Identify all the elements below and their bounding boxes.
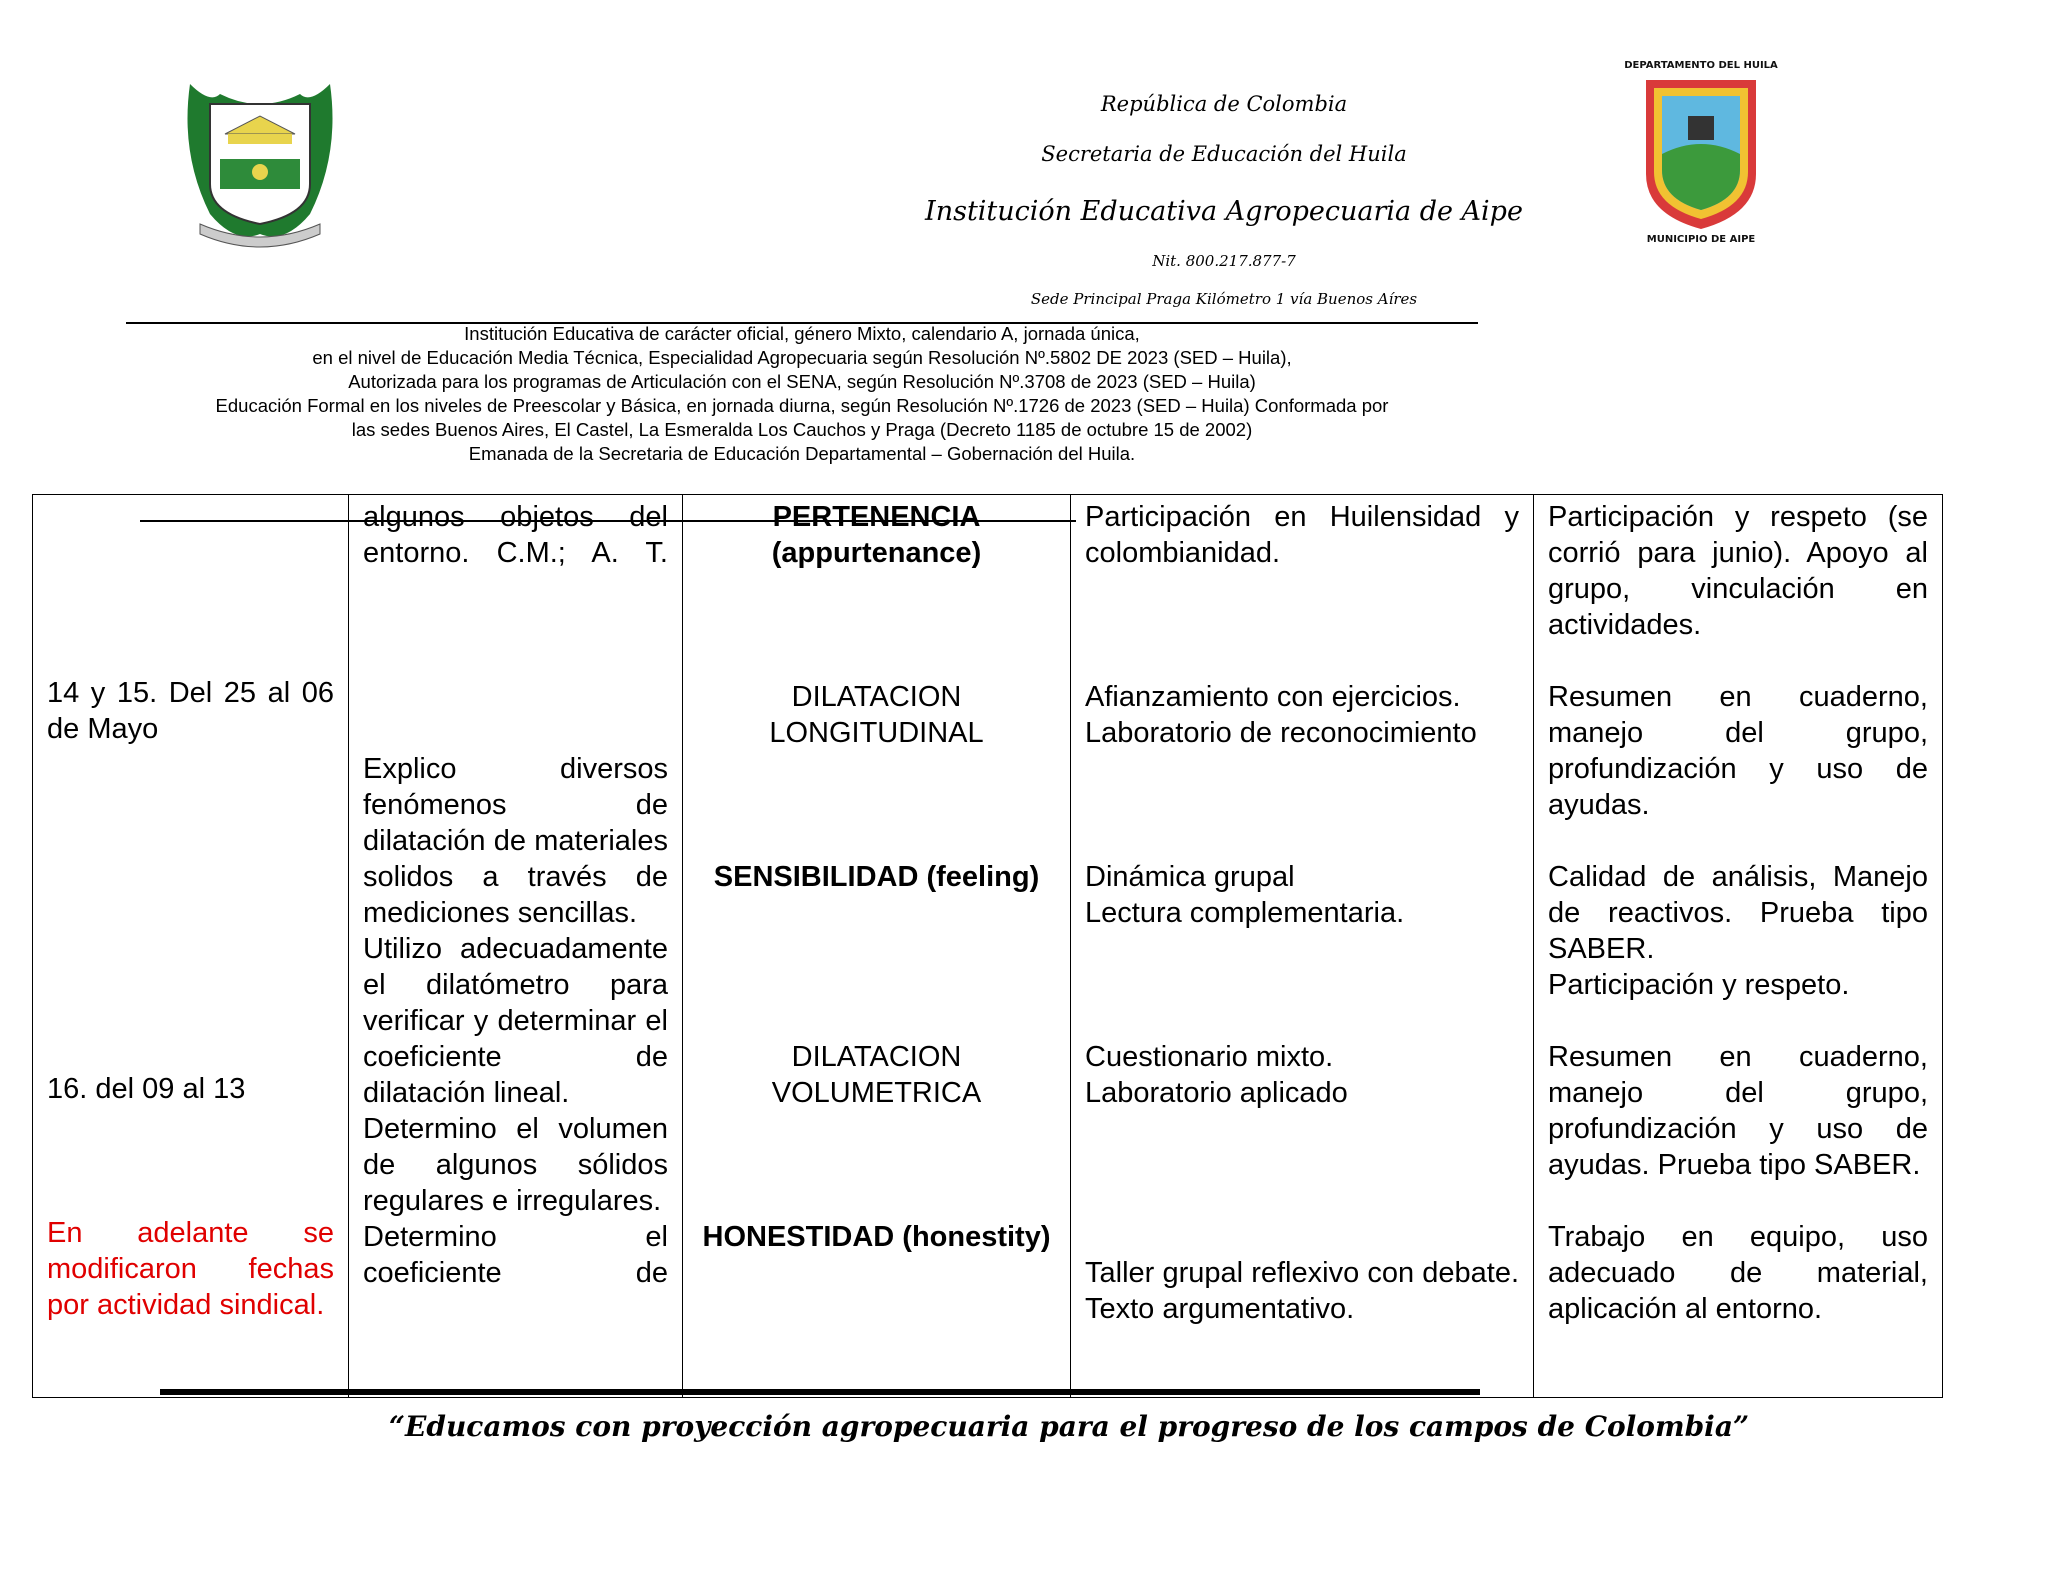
topic-longitudinal: DILATACION LONGITUDINAL xyxy=(769,681,984,749)
legal-notice xyxy=(126,322,1478,466)
planning-table xyxy=(32,494,1943,1398)
objective-item: Determino el volumen de algunos sólidos regulares e irregulares. xyxy=(363,1113,668,1217)
header-nit: Nit. 800.217.877-7 xyxy=(1152,252,1296,270)
week-16: 16. del 09 al 13 xyxy=(47,1073,246,1105)
legal-line: Institución Educativa de carácter oficial, género Mixto, calendario A, jornada única, xyxy=(464,323,1140,344)
activity-item: Participación en Huilensidad y colombianidad. xyxy=(1085,501,1519,569)
objective-item: Explico diversos fenómenos de dilatación de materiales solidos a través de mediciones sencillas. xyxy=(363,753,668,929)
evaluation-cell xyxy=(1534,495,1943,1398)
activity-item: Laboratorio de reconocimiento xyxy=(1085,717,1477,749)
footer-rule xyxy=(160,1389,1480,1395)
activity-item: Laboratorio aplicado xyxy=(1085,1077,1348,1109)
evaluation-item: Resumen en cuaderno, manejo del grupo, profundización y uso de ayudas. xyxy=(1548,681,1928,821)
activity-item: Afianzamiento con ejercicios. xyxy=(1085,681,1461,713)
objective-continued: algunos objetos del entorno. C.M.; A. T. xyxy=(363,501,668,569)
week-14-15: 14 y 15. Del 25 al 06 de Mayo xyxy=(47,677,334,745)
table-row xyxy=(33,495,1943,1398)
legal-line: las sedes Buenos Aires, El Castel, La Esmeralda Los Cauchos y Praga (Decreto 1185 de octubre 15 de 2002) xyxy=(351,419,1253,440)
header-secretariat: Secretaria de Educación del Huila xyxy=(1041,142,1407,166)
value-honestidad: HONESTIDAD (honestity) xyxy=(702,1221,1051,1253)
evaluation-item: Calidad de análisis, Manejo de reactivos. Prueba tipo SABER. xyxy=(1548,861,1928,965)
value-pertenencia: PERTENENCIA (appurtenance) xyxy=(771,501,982,569)
legal-line: Autorizada para los programas de Articulación con el SENA, según Resolución Nº.3708 de 2023 (SED – Huila) xyxy=(348,371,1256,392)
dates-cell xyxy=(33,495,349,1398)
institution-motto: “Educamos con proyección agropecuaria para el progreso de los campos de Colombia” xyxy=(388,1410,1750,1443)
objectives-cell xyxy=(349,495,683,1398)
evaluation-item: Participación y respeto (se corrió para junio). Apoyo al grupo, vinculación en actividades. xyxy=(1548,501,1928,641)
schedule-change-note: En adelante se modificaron fechas por actividad sindical. xyxy=(47,1217,334,1321)
header-country: República de Colombia xyxy=(1100,92,1348,116)
objective-item: Utilizo adecuadamente el dilatómetro para verificar y determinar el coeficiente de dilatación lineal. xyxy=(363,933,668,1109)
objective-item: Determino el coeficiente de xyxy=(363,1221,668,1289)
topics-values-cell xyxy=(683,495,1071,1398)
activity-item: Taller grupal reflexivo con debate. Texto argumentativo. xyxy=(1085,1257,1519,1325)
evaluation-item: Participación y respeto. xyxy=(1548,969,1850,1001)
evaluation-item: Resumen en cuaderno, manejo del grupo, profundización y uso de ayudas. Prueba tipo SABER. xyxy=(1548,1041,1928,1181)
legal-line: Emanada de la Secretaria de Educación Departamental – Gobernación del Huila. xyxy=(468,443,1136,464)
topic-volumetrica: DILATACION VOLUMETRICA xyxy=(771,1041,982,1109)
shield-bottom-text: MUNICIPIO DE AIPE xyxy=(1646,234,1756,244)
activities-cell xyxy=(1071,495,1534,1398)
evaluation-item: Trabajo en equipo, uso adecuado de material, aplicación al entorno. xyxy=(1548,1221,1928,1325)
header-sede: Sede Principal Praga Kilómetro 1 vía Buenos Aíres xyxy=(1030,290,1418,308)
value-sensibilidad: SENSIBILIDAD (feeling) xyxy=(713,861,1040,893)
activity-item: Dinámica grupal xyxy=(1085,861,1295,893)
header-institution: Institución Educativa Agropecuaria de Aipe xyxy=(925,196,1523,227)
header-rule-overlap xyxy=(140,520,1076,522)
activity-item: Lectura complementaria. xyxy=(1085,897,1405,929)
legal-line: en el nivel de Educación Media Técnica, Especialidad Agropecuaria según Resolución Nº.5802 DE 2023 (SED – Huila), xyxy=(312,347,1292,368)
activity-item: Cuestionario mixto. xyxy=(1085,1041,1334,1073)
shield-top-text: DEPARTAMENTO DEL HUILA xyxy=(1624,60,1778,71)
legal-line: Educación Formal en los niveles de Preescolar y Básica, en jornada diurna, según Resolución Nº.1726 de 2023 (SED – Huila) Conformada por xyxy=(215,395,1389,416)
